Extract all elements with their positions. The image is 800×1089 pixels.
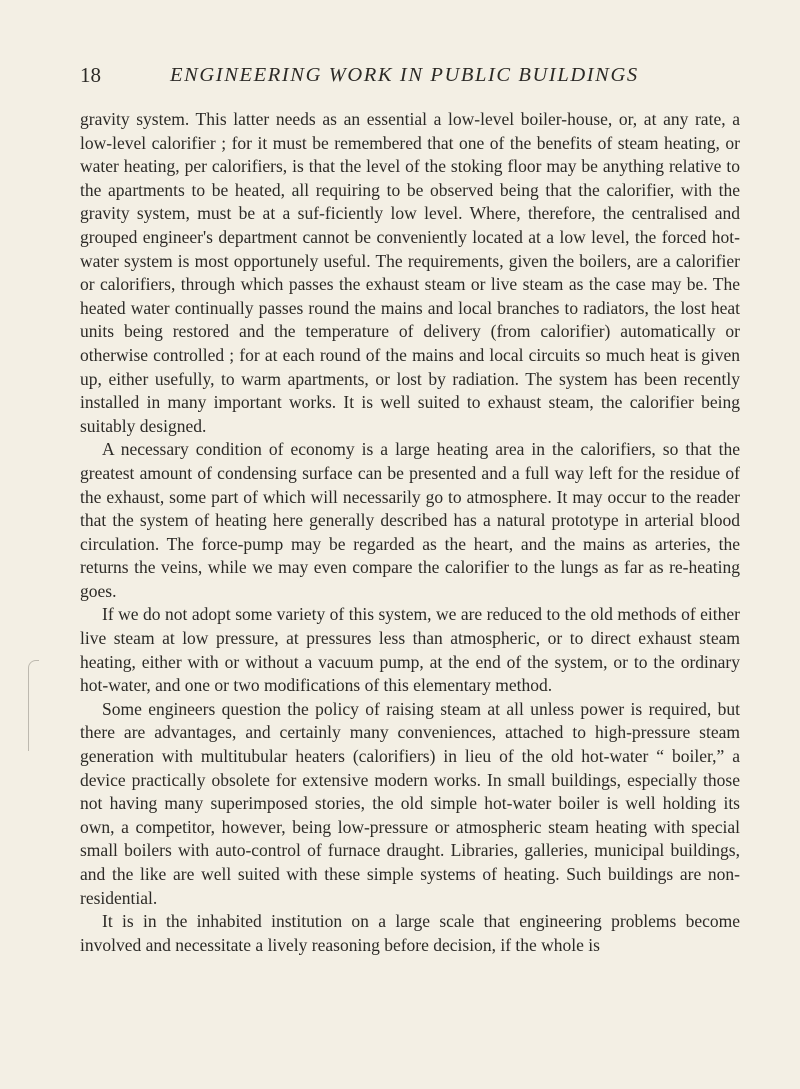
paragraph: It is in the inhabited institution on a large scale that engineering problems become involved and necessitate a lively reasoning before decision, if the whole is [80,911,740,955]
page-header [80,60,740,90]
body-text [80,108,740,957]
paragraph: gravity system. This latter needs as an essential a low-level boiler-house, or, at any rate, a low-level calorifier ; for it must be remembered that one of the benefits of steam heating, or water heating, per calorifiers, is that the level of the stoking floor may be anything relative to the apartments to be heated, all requiring to be observed being that the calorifier, with the gravity system, must be at a suf-ficiently low level. Where, therefore, the centralised and grouped engineer's department cannot be conveniently located at a low level, the forced hot-water system is most opportunely useful. The requirements, given the boilers, are a calorifier or calorifiers, through which passes the exhaust steam or live steam as the case may be. The heated water continually passes round the mains and local branches to radiators, the lost heat units being restored and the temperature of delivery (from calorifier) automatically or otherwise controlled ; for at each round of the mains and local circuits so much heat is given up, either usefully, to warm apartments, or lost by radiation. The system has been recently installed in many important works. It is well suited to exhaust steam, the calorifier being suitably designed. [80,109,740,436]
running-title: ENGINEERING WORK IN PUBLIC BUILDINGS [170,64,639,86]
paragraph: If we do not adopt some variety of this system, we are reduced to the old methods of either live steam at low pressure, at pressures less than atmospheric, or to direct exhaust steam heating, either with or without a vacuum pump, at the end of the system, or to the ordinary hot-water, and one or two modifications of this elementary method. [80,604,740,696]
paragraph: Some engineers question the policy of raising steam at all unless power is required, but there are advantages, and certainly many conveniences, attached to high-pressure steam generation with multitubular heaters (calorifiers) in lieu of the old hot-water “ boiler,” a device practically obsolete for extensive modern works. In small buildings, especially those not having many superimposed stories, the old simple hot-water boiler is well holding its own, a competitor, however, being low-pressure or atmospheric steam heating with special small boilers with auto-control of furnace draught. Libraries, galleries, municipal buildings, and the like are well suited with these simple systems of heating. Such buildings are non-residential. [80,698,740,908]
page-number: 18 [80,63,101,87]
paragraph: A necessary condition of economy is a large heating area in the calorifiers, so that the greatest amount of condensing surface can be presented and a full way left for the residue of the exhaust, some part of which will necessarily go to atmosphere. It may occur to the reader that the system of heating here generally described has a natural prototype in arterial blood circulation. The force-pump may be regarded as the heart, and the mains as arteries, the returns the veins, while we may even compare the calorifier to the lungs as far as re-heating goes. [80,439,740,601]
margin-pencil-mark [28,660,39,751]
